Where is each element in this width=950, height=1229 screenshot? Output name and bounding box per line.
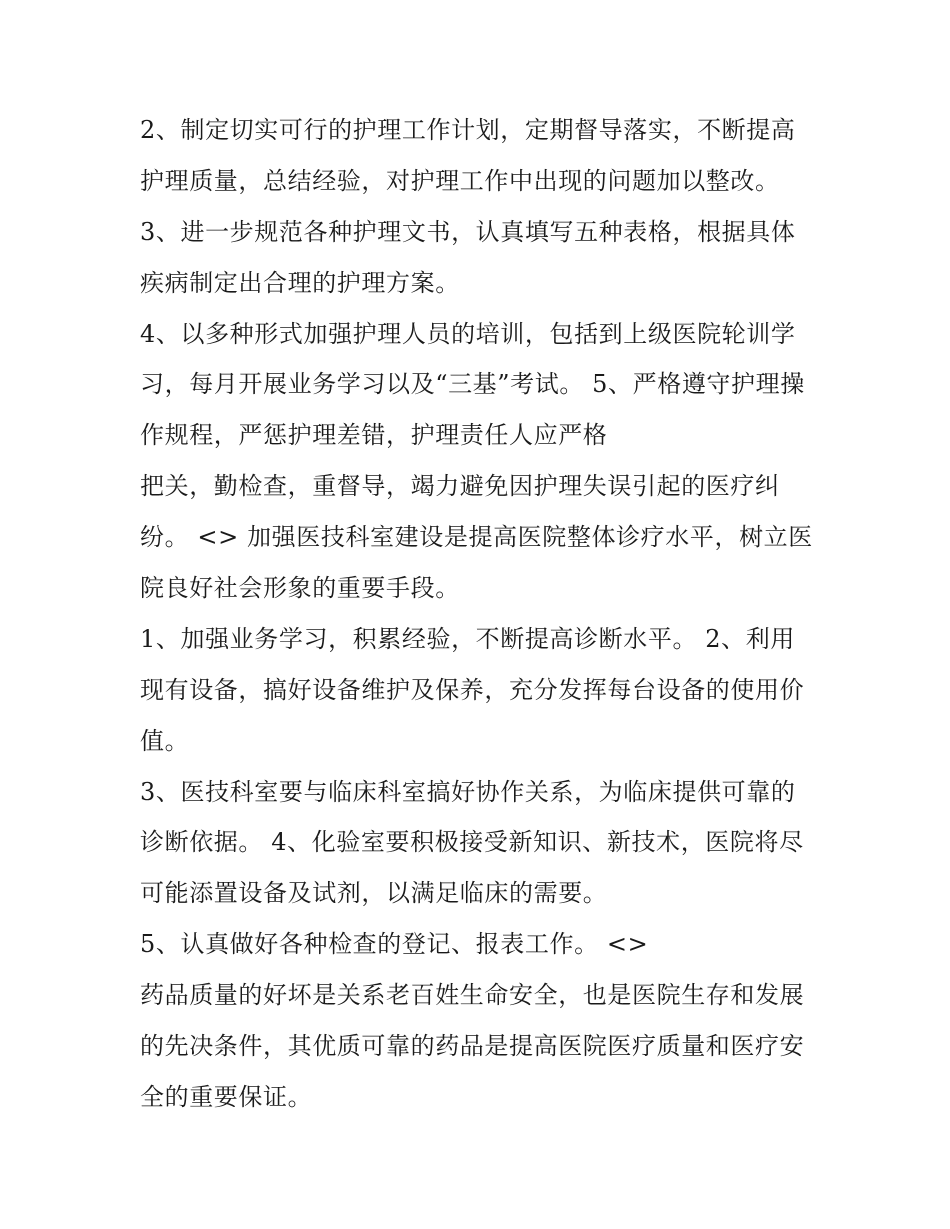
text-line: 纷。 <> 加强医技科室建设是提高医院整体诊疗水平，树立医	[140, 523, 813, 552]
text-line: 3、进一步规范各种护理文书，认真填写五种表格，根据具体	[140, 217, 796, 246]
body-text	[140, 107, 820, 1125]
text-line: 疾病制定出合理的护理方案。	[140, 268, 460, 297]
text-line: 4、以多种形式加强护理人员的培训，包括到上级医院轮训学	[140, 319, 796, 348]
text-line: 院良好社会形象的重要手段。	[140, 574, 460, 603]
text-line: 药品质量的好坏是关系老百姓生命安全，也是医院生存和发展	[140, 981, 805, 1010]
text-line: 1、加强业务学习，积累经验，不断提高诊断水平。 2、利用	[140, 624, 795, 653]
text-line: 2、制定切实可行的护理工作计划，定期督导落实，不断提高	[140, 116, 796, 144]
text-line: 现有设备，搞好设备维护及保养，充分发挥每台设备的使用价	[140, 675, 805, 704]
text-line: 的先决条件，其优质可靠的药品是提高医院医疗质量和医疗安	[140, 1032, 805, 1061]
text-line: 作规程，严惩护理差错，护理责任人应严格	[140, 421, 608, 450]
text-line: 习，每月开展业务学习以及“三基”考试。 5、严格遵守护理操	[140, 370, 805, 399]
text-line: 诊断依据。 4、化验室要积极接受新知识、新技术，医院将尽	[140, 828, 804, 857]
text-line: 护理质量，总结经验，对护理工作中出现的问题加以整改。	[140, 166, 780, 195]
text-line: 可能添置设备及试剂，以满足临床的需要。	[140, 879, 608, 908]
text-line: 3、医技科室要与临床科室搞好协作关系，为临床提供可靠的	[140, 777, 796, 806]
text-line: 5、认真做好各种检查的登记、报表工作。 <>	[140, 930, 649, 959]
text-line: 值。	[140, 726, 190, 755]
text-line: 把关，勤检查，重督导，竭力避免因护理失误引起的医疗纠	[140, 472, 780, 501]
text-line: 全的重要保证。	[140, 1082, 313, 1111]
